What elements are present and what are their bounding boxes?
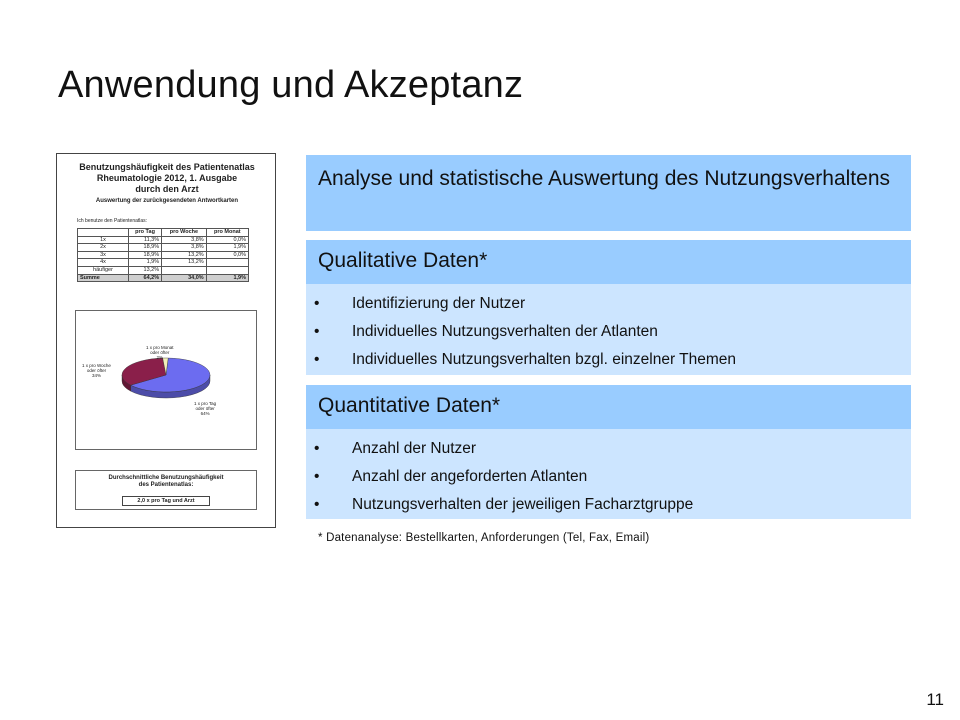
table-cell: 64,2% [129,274,162,282]
doc-heading-line-1: Benutzungshäufigkeit des Patientenatlas [79,162,255,172]
table-row [78,244,249,252]
document-figure [56,153,276,528]
pie-label-line: 2% [156,355,164,360]
table-cell: 1,9% [129,259,162,267]
pie-label-line: 1 x pro Woche [82,363,111,368]
table-cell [206,266,248,274]
table-cell: 1,9% [206,244,248,252]
table-cell: 3,8% [162,244,207,252]
slide-title: Anwendung und Akzeptanz [58,64,524,106]
avg-value: 2,0 x pro Tag und Arzt [122,496,209,506]
quantitative-heading: Quantitative Daten* [306,385,911,429]
average-usage-box [75,470,257,510]
pie-label-line: 1 x pro Tag [194,401,217,406]
table-cell: 1,9% [206,274,248,282]
quantitative-list [306,435,911,519]
pie-chart [76,311,256,449]
table-header-cell: pro Monat [206,229,248,237]
table-sum-row [78,274,249,282]
qualitative-heading: Qualitative Daten* [306,240,911,284]
avg-title-line-1: Durchschnittliche Benutzungshäufigkeit [108,475,224,481]
list-item: • Anzahl der angeforderten Atlanten [306,463,911,491]
pie-label-week [82,363,111,378]
list-item: • Identifizierung der Nutzer [306,290,911,318]
doc-subheading: Auswertung der zurückgesendeten Antwortkarten [95,198,239,204]
table-cell: 13,2% [162,251,207,259]
pie-label-line: oder öfter [195,406,215,411]
pie-label-month [146,345,174,360]
table-cell: 3x [78,251,129,259]
table-cell: 18,9% [129,251,162,259]
pie-label-line: 1 x pro Monat [146,345,174,350]
list-item: • Nutzungsverhalten der jeweiligen Facharztgruppe [306,491,911,519]
table-cell: 0,0% [206,251,248,259]
qualitative-body [306,284,911,375]
footnote: * Datenanalyse: Bestellkarten, Anforderungen (Tel, Fax, Email) [318,532,650,544]
table-cell [206,259,248,267]
page-number: 11 [926,690,944,709]
usage-table [77,228,249,282]
table-row [78,236,249,244]
table-cell: 13,2% [129,266,162,274]
quantitative-panel [306,385,911,519]
table-row [78,266,249,274]
list-item: • Individuelles Nutzungsverhalten der Atlanten [306,318,911,346]
quantitative-body [306,429,911,519]
table-cell [162,266,207,274]
table-row [78,251,249,259]
avg-title-line-2: des Patientenatlas: [138,482,194,488]
table-cell: 2x [78,244,129,252]
table-cell: 0,0% [206,236,248,244]
list-item: • Individuelles Nutzungsverhalten bzgl. einzelner Themen [306,346,911,374]
table-cell: 11,3% [129,236,162,244]
table-cell: Summe [78,274,129,282]
pie-label-day [194,401,216,416]
table-header-row [78,229,249,237]
table-cell: 4x [78,259,129,267]
doc-table-label: Ich benutze den Patientenatlas: [77,218,148,224]
table-header-cell [78,229,129,237]
pie-label-line: oder öfter [150,350,170,355]
table-cell: 1x [78,236,129,244]
doc-heading-line-3: durch den Arzt [135,184,199,194]
table-header-cell: pro Tag [129,229,162,237]
table-cell: häufiger [78,266,129,274]
list-item: • Anzahl der Nutzer [306,435,911,463]
table-header-cell: pro Woche [162,229,207,237]
table-cell: 3,8% [162,236,207,244]
table-cell: 34,0% [162,274,207,282]
pie-label-line: 34% [91,373,101,378]
pie-label-line: 64% [200,411,210,416]
qualitative-list [306,290,911,374]
pie-label-line: oder öfter [86,368,107,373]
table-cell: 18,9% [129,244,162,252]
qualitative-panel [306,240,911,375]
table-row [78,259,249,267]
table-cell: 13,2% [162,259,207,267]
pie-chart-box [75,310,257,450]
analysis-panel [306,155,911,231]
analysis-heading: Analyse und statistische Auswertung des Nutzungsverhaltens [306,155,911,231]
doc-heading-line-2: Rheumatologie 2012, 1. Ausgabe [96,173,238,183]
